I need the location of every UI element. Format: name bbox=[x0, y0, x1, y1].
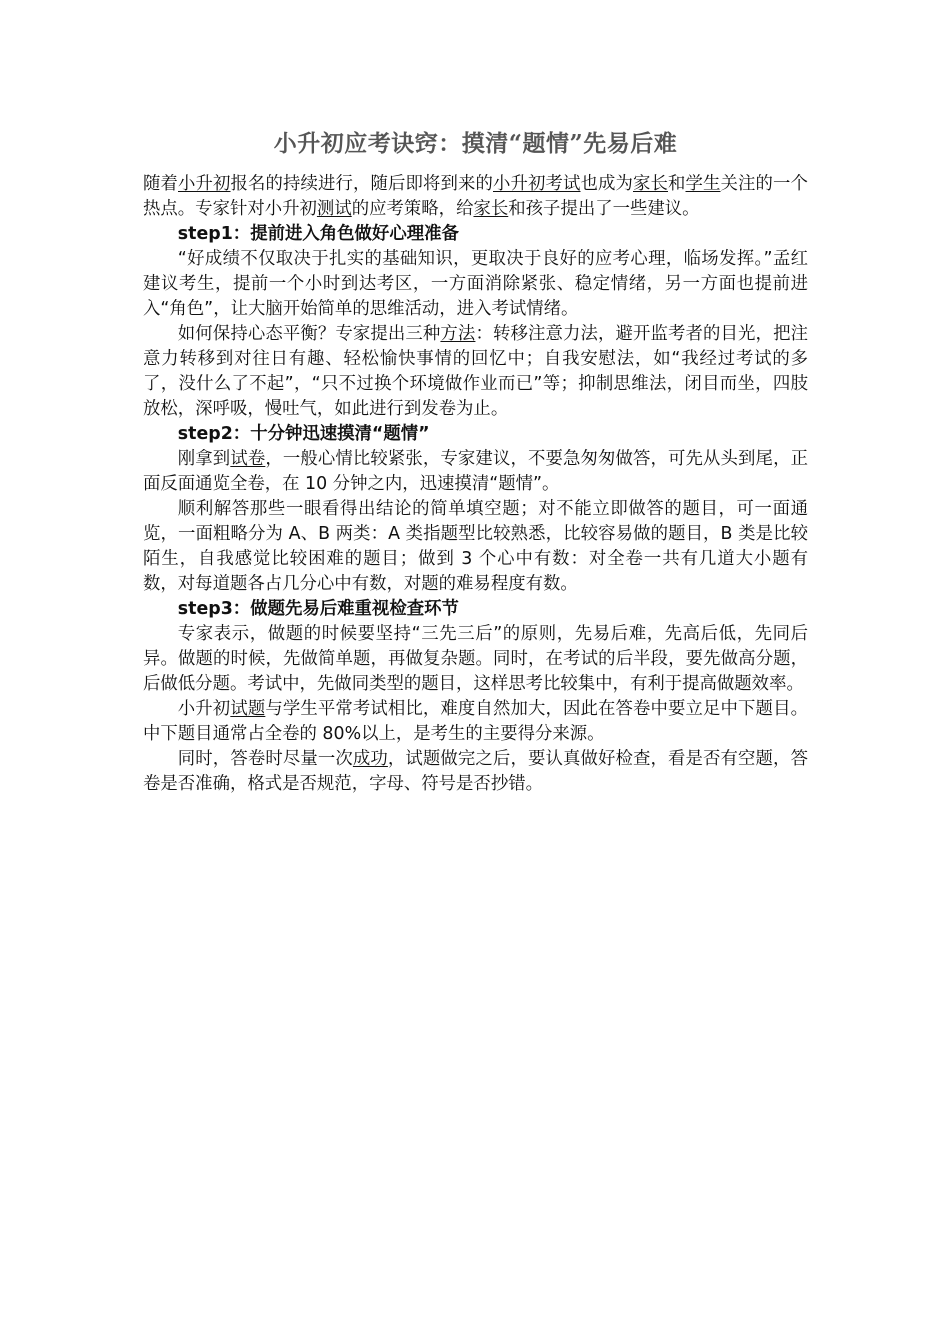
step1-heading: step1：提前进入角色做好心理准备 bbox=[177, 224, 459, 244]
underlined-link-text[interactable]: 成功 bbox=[352, 749, 388, 769]
underlined-link-text[interactable]: 小升初考试 bbox=[493, 174, 581, 194]
step1-paragraph-1 bbox=[143, 247, 808, 322]
paragraph-text: ，一般心情比较紧张，专家建议，不要急匆匆做答，可先从头到尾，正面反面通览全卷，在 10 分钟之内，迅速摸清“题情”。 bbox=[143, 449, 808, 494]
paragraph-text: 专家表示，做题的时候要坚持“三先三后”的原则，先易后难，先高后低，先同后异。做题的时候，先做简单题，再做复杂题。同时，在考试的后半段，要先做高分题，后做低分题。考试中，先做同类型的题目，这样思考比较集中，有利于提高做题效率。 bbox=[143, 624, 808, 694]
underlined-link-text[interactable]: 试卷 bbox=[230, 449, 266, 469]
paragraph-text: 随着 bbox=[143, 174, 178, 194]
paragraph-text: 与学生平常考试相比，难度自然加大，因此在答卷中要立足中下题目。中下题目通常占全卷的 80%以上，是考生的主要得分来源。 bbox=[143, 699, 808, 744]
underlined-link-text[interactable]: 家长 bbox=[633, 174, 668, 194]
document-page bbox=[143, 125, 808, 797]
underlined-link-text[interactable]: 方法 bbox=[440, 324, 476, 344]
paragraph-text: 也成为 bbox=[580, 174, 633, 194]
intro-paragraph bbox=[143, 172, 808, 222]
underlined-link-text[interactable]: 学生 bbox=[685, 174, 721, 194]
step2-heading: step2：十分钟迅速摸清“题情” bbox=[177, 424, 430, 444]
underlined-link-text[interactable]: 小升初 bbox=[178, 174, 231, 194]
step2-paragraph-1 bbox=[143, 447, 808, 497]
paragraph-text: 如何保持心态平衡？专家提出三种 bbox=[177, 324, 441, 344]
document-title: 小升初应考诀窍：摸清“题情”先易后难 bbox=[273, 130, 678, 157]
paragraph-text: 关注的一个热点。专家针对小升初 bbox=[143, 174, 808, 219]
step2-paragraph-2 bbox=[143, 497, 808, 597]
underlined-link-text[interactable]: 试题 bbox=[230, 699, 266, 719]
paragraph-text: 报名的持续进行，随后即将到来的 bbox=[230, 174, 493, 194]
step3-heading: step3：做题先易后难重视检查环节 bbox=[177, 599, 459, 619]
underlined-link-text[interactable]: 家长 bbox=[473, 199, 509, 219]
paragraph-text: ，试题做完之后，要认真做好检查，看是否有空题，答卷是否准确，格式是否规范，字母、符号是否抄错。 bbox=[143, 749, 808, 794]
paragraph-text: 和孩子提出了一些建议。 bbox=[508, 199, 700, 219]
paragraph-text: 顺利解答那些一眼看得出结论的简单填空题；对不能立即做答的题目，可一面通览，一面粗略分为 A、B 两类：A 类指题型比较熟悉，比较容易做的题目，B 类是比较陌生，自我感觉比较困难的题目；做到 3 个心中有数：对全卷一共有几道大小题有数，对每道题各占几分心中有数，对题的难易程度有数。 bbox=[143, 499, 808, 594]
paragraph-text: 和 bbox=[668, 174, 686, 194]
step1-paragraph-2 bbox=[143, 322, 808, 422]
paragraph-text: 刚拿到 bbox=[177, 449, 231, 469]
underlined-link-text[interactable]: 测试 bbox=[316, 199, 352, 219]
step3-paragraph-3 bbox=[143, 747, 808, 797]
paragraph-text: “好成绩不仅取决于扎实的基础知识，更取决于良好的应考心理，临场发挥。”孟红建议考生，提前一个小时到达考区，一方面消除紧张、稳定情绪，另一方面也提前进入“角色”，让大脑开始简单的思维活动，进入考试情绪。 bbox=[143, 249, 808, 319]
paragraph-text: ：转移注意力法，避开监考者的目光，把注意力转移到对往日有趣、轻松愉快事情的回忆中；自我安慰法，如“我经过考试的多了，没什么了不起”，“只不过换个环境做作业而已”等；抑制思维法，闭目而坐，四肢放松，深呼吸，慢吐气，如此进行到发卷为止。 bbox=[143, 324, 808, 419]
step3-paragraph-2 bbox=[143, 697, 808, 747]
paragraph-text: 同时，答卷时尽量一次 bbox=[177, 749, 353, 769]
paragraph-text: 的应考策略，给 bbox=[351, 199, 474, 219]
paragraph-text: 小升初 bbox=[177, 699, 231, 719]
step3-paragraph-1 bbox=[143, 622, 808, 697]
